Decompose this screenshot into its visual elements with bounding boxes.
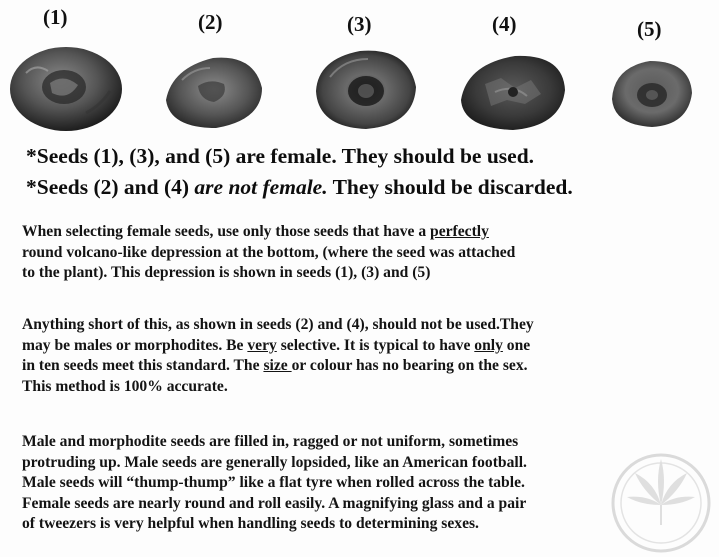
- paragraph-anything-short: [22, 315, 712, 397]
- seed-image-1: [6, 43, 126, 135]
- seed-image-2: [158, 50, 268, 132]
- paragraph-line: Male and morphodite seeds are filled in, ragged or not uniform, sometimes: [22, 433, 519, 450]
- seed-image-4: [455, 48, 571, 134]
- paragraph-line: This method is 100% accurate.: [22, 377, 228, 395]
- seed-label-5: (5): [637, 17, 662, 41]
- headline-discard: [26, 177, 573, 199]
- headline-discard-prefix: *Seeds (2) and (4): [26, 175, 195, 199]
- paragraph-line: of tweezers is very helpful when handling seeds to determining sexes.: [22, 515, 479, 532]
- seed-label-4: (4): [492, 12, 517, 36]
- underlined-word: only: [474, 336, 503, 354]
- headline-discard-emphasis: are not female.: [194, 175, 328, 199]
- paragraph-line: round volcano-like depression at the bottom, (where the seed was attached: [22, 243, 516, 261]
- paragraph-line: [22, 222, 712, 243]
- underlined-word: very: [247, 336, 277, 354]
- seed-label-3: (3): [347, 12, 372, 36]
- paragraph-line: Anything short of this, as shown in seeds (2) and (4), should not be used.They: [22, 316, 534, 333]
- underlined-word: perfectly: [430, 223, 489, 240]
- underlined-word: size: [263, 357, 292, 374]
- paragraph-line: to the plant). This depression is shown in seeds (1), (3) and (5): [22, 264, 431, 281]
- paragraph-line: [22, 356, 712, 377]
- leaf-watermark-icon: [595, 433, 715, 553]
- headline-discard-suffix: They should be discarded.: [327, 175, 573, 199]
- headline-female: *Seeds (1), (3), and (5) are female. They should be used.: [26, 144, 535, 168]
- seed-image-3: [310, 43, 422, 133]
- text-run: selective. It is typical to have: [276, 336, 475, 354]
- text-run: may be males or morphodites. Be: [22, 336, 248, 354]
- text-run: When selecting female seeds, use only those seeds that have a: [22, 223, 431, 240]
- text-run: one: [502, 336, 531, 354]
- paragraph-line: protruding up. Male seeds are generally lopsided, like an American football.: [22, 453, 527, 471]
- paragraph-selecting: [22, 222, 712, 284]
- text-run: or colour has no bearing on the sex.: [291, 357, 528, 374]
- text-run: in ten seeds meet this standard. The: [22, 357, 264, 374]
- seed-label-2: (2): [198, 10, 223, 34]
- seed-label-1: (1): [43, 5, 68, 29]
- paragraph-line: Female seeds are nearly round and roll easily. A magnifying glass and a pair: [22, 494, 527, 512]
- paragraph-line: [22, 336, 712, 357]
- seed-image-5: [606, 55, 696, 131]
- paragraph-line: Male seeds will “thump-thump” like a flat tyre when rolled across the table.: [22, 474, 525, 491]
